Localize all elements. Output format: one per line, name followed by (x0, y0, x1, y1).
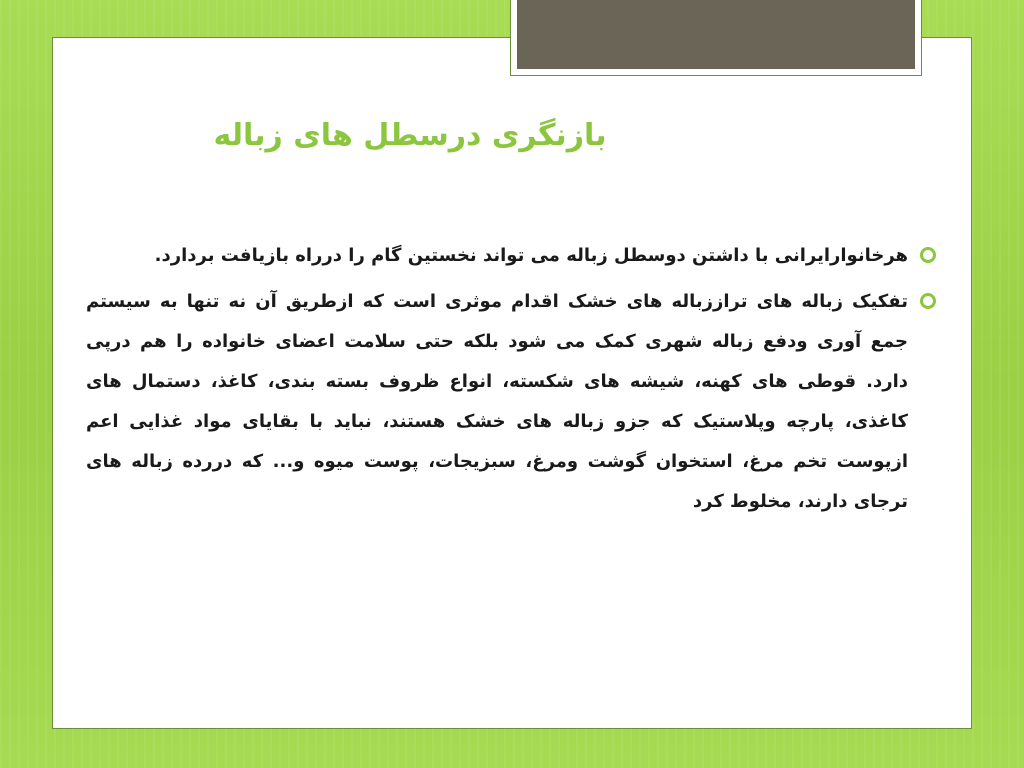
corner-decoration-fill (517, 0, 915, 69)
corner-decoration (510, 0, 922, 76)
slide-title: بازنگری درسطل های زباله (213, 118, 607, 153)
bullet-list (86, 236, 936, 528)
bullet-text: هرخانوارایرانی با داشتن دوسطل زباله می تواند نخستین گام را درراه بازیافت بردارد. (154, 245, 908, 266)
bullet-item (86, 282, 936, 522)
bullet-item (86, 236, 936, 276)
bullet-text: تفکیک زباله های تراززباله های خشک اقدام موثری است که ازطریق آن نه تنها به سیستم جمع آوری ودفع زباله شهری کمک می شود بلکه حتی سلامت اعضای خانواده را هم درپی دارد. قوطی های کهنه، شیشه های شکسته، انواع ظروف بسته بندی، کاغذ، دستمال های کاغذی، پارچه وپلاستیک که جزو زباله های خشک هستند، نباید با بقایای مواد غذایی اعم ازپوست تخم مرغ، استخوان گوشت ومرغ، سبزیجات، پوست میوه و... که درردە زباله های ترجای دارند، مخلوط کرد (86, 291, 908, 512)
ring-bullet-icon (920, 247, 936, 263)
ring-bullet-icon (920, 293, 936, 309)
